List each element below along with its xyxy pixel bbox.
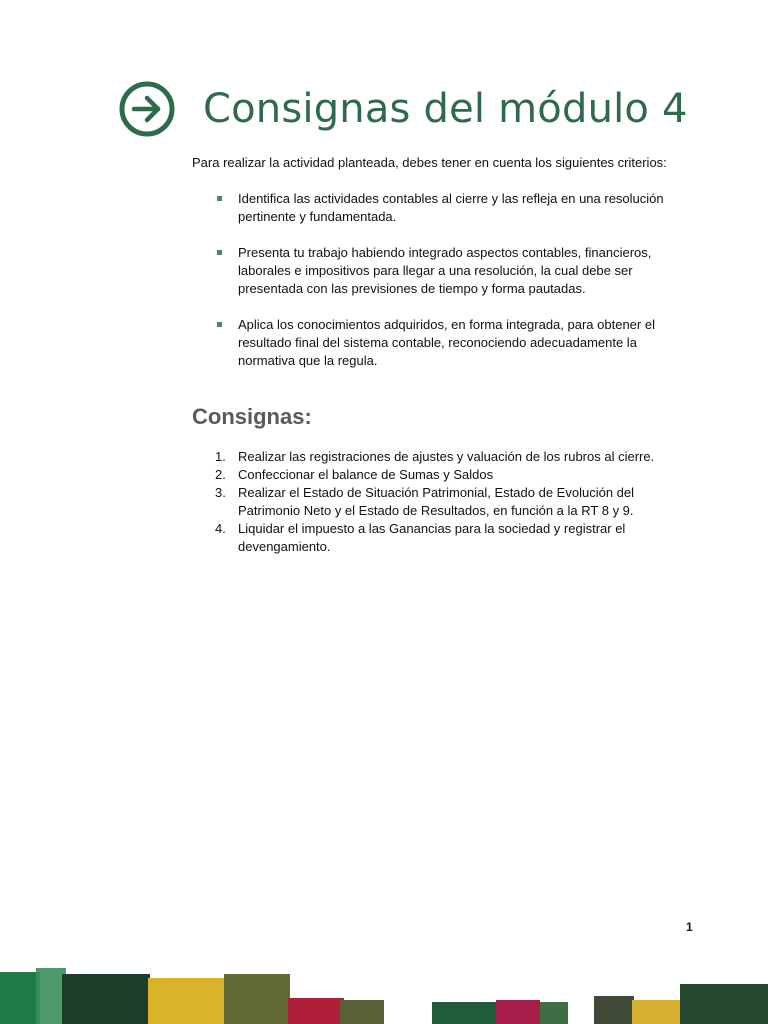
task-text: Liquidar el impuesto a las Ganancias para la sociedad y registrar el devengamiento. — [238, 521, 626, 554]
bullet-icon — [217, 196, 222, 201]
criteria-text: Presenta tu trabajo habiendo integrado aspectos contables, financieros, laborales e impositivos para llegar a una resolución, la cual debe ser presentada con las previsiones de tiempo y forma pautadas. — [238, 245, 652, 296]
bullet-icon — [217, 322, 222, 327]
list-item — [192, 190, 697, 226]
intro-paragraph: Para realizar la actividad planteada, debes tener en cuenta los siguientes criterios: — [192, 155, 667, 170]
page-title: Consignas del módulo 4 — [203, 86, 688, 132]
list-number: 2. — [215, 467, 226, 482]
decorative-footer-strip — [0, 964, 768, 1024]
tasks-list — [192, 448, 697, 556]
task-text: Realizar el Estado de Situación Patrimonial, Estado de Evolución del Patrimonio Neto y el Estado de Resultados, en función a la RT 8 y 9. — [238, 485, 635, 518]
decorative-block — [632, 1000, 680, 1024]
bullet-icon — [217, 250, 222, 255]
decorative-block — [680, 984, 768, 1024]
list-item — [192, 316, 697, 370]
decorative-block — [0, 972, 40, 1024]
list-item — [192, 244, 697, 298]
header — [118, 80, 688, 138]
list-item — [192, 466, 697, 484]
task-text: Realizar las registraciones de ajustes y valuación de los rubros al cierre. — [238, 449, 655, 464]
content — [192, 154, 697, 556]
decorative-block — [288, 998, 344, 1024]
decorative-block — [496, 1000, 540, 1024]
section-title: Consignas: — [192, 404, 312, 429]
list-number: 3. — [215, 485, 226, 500]
decorative-block — [62, 974, 150, 1024]
decorative-block — [432, 1002, 498, 1024]
decorative-block — [594, 996, 634, 1024]
decorative-block — [148, 978, 228, 1024]
arrow-right-circle-icon — [118, 80, 176, 138]
criteria-text: Aplica los conocimientos adquiridos, en forma integrada, para obtener el resultado final del sistema contable, reconociendo adecuadamente la normativa que la regula. — [238, 317, 655, 368]
list-item — [192, 520, 697, 556]
list-item — [192, 484, 697, 520]
page-number: 1 — [686, 920, 693, 934]
list-number: 4. — [215, 521, 226, 536]
criteria-text: Identifica las actividades contables al cierre y las refleja en una resolución pertinente y fundamentada. — [238, 191, 664, 224]
list-item — [192, 448, 697, 466]
criteria-list — [192, 190, 697, 370]
decorative-block — [224, 974, 290, 1024]
decorative-block — [540, 1002, 568, 1024]
decorative-block — [340, 1000, 384, 1024]
task-text: Confeccionar el balance de Sumas y Saldos — [238, 467, 494, 482]
list-number: 1. — [215, 449, 226, 464]
